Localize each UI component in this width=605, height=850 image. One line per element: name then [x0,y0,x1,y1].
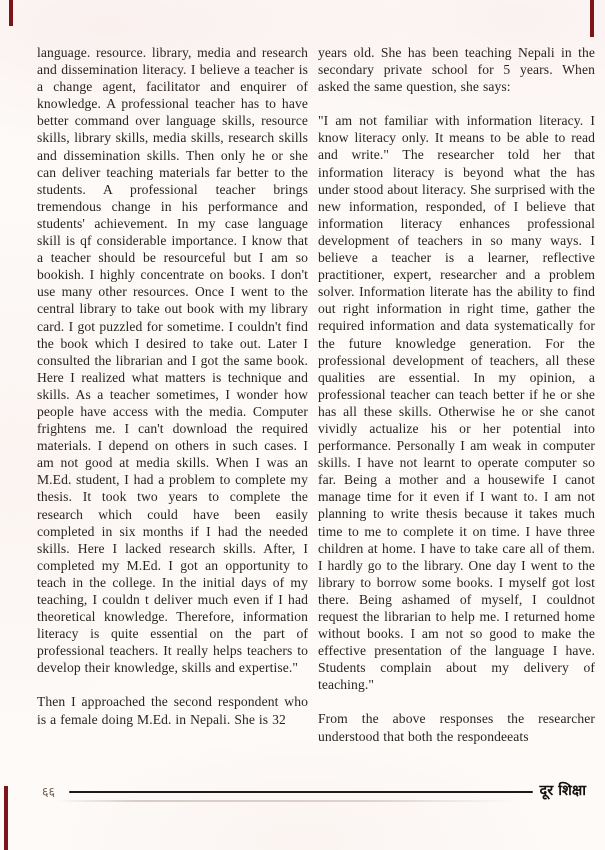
paragraph-second-respondent-intro: Then I approached the second respondent who is a female doing M.Ed. in Nepali. She is 32 [37,694,308,727]
scan-mark-bottom-left [4,786,8,850]
scan-mark-top-left [9,0,13,26]
paragraph-researcher-conclusion: From the above responses the researcher understood that both the respondeeats [318,711,595,744]
scan-mark-top-right [590,0,594,37]
left-text-column [37,44,308,745]
page-number: ६६ [42,783,56,799]
paragraph-respondent2-quote: "I am not familiar with information literacy. I know literacy only. It means to be able to read and write." The researcher told her that information literacy is beyond what the has under stood about literacy. She surprised with the new information, responded, of I believe that information literacy enhances professional development of teachers in so many ways. I believe a teacher is a learner, reflective practitioner, expert, researcher and a problem solver. Information literate has the ability to find out right information in right time, gather the required information and data systematically for the future knowledge generation. For the professional development of teachers, all these qualities are essential. In my opinion, a professional teacher can teach better if he or she has all these skills. Otherwise he or she canot vividly actualize his or her potential into performance. Personally I am weak in computer skills. I have not learnt to operate computer so far. Being a mother and a housewife I canot manage time for it even if I want to. I am not planning to write thesis because it takes much time to me to complete it on time. I have three children at home. I have to take care all of them. I hardly go to the library. One day I went to the library to borrow some books. I myself got lost there. Being ashamed of myself, I couldnot request the librarian to help me. I returned home without books. I am not so good to make the effective presentation of the language I have. Students complain about my delivery of teaching." [318,113,595,693]
journal-title: दूर शिक्षा [539,783,586,799]
paragraph-second-respondent-context: years old. She has been teaching Nepali in the secondary private school for 5 years. When asked the same question, she says: [318,45,595,95]
footer-rule-shadow [55,800,515,802]
right-text-column [318,44,595,762]
page-footer [42,780,586,800]
paragraph-respondent1-quote: language. resource. library, media and research and dissemination literacy. I believe a teacher is a change agent, facilitator and enquirer of knowledge. A professional teacher has to have better command over language skills, resource skills, library skills, media skills, research skills and dissemination skills. Then only he or she can deliver teaching materials far better to the students. A professional teacher brings tremendous change in his performance and students' achievement. In my case language skill is qf considerable importance. I know that a teacher should be resourceful but I am so bookish. I highly concentrate on books. I don't use many other resources. Once I went to the central library to take out book with my library card. I got puzzled for sometime. I couldn't find the book which I desired to take out. Later I consulted the librarian and I got the same book. Here I realized what matters is technique and skills. As a teacher sometimes, I wonder how people have access with the media. Computer frightens me. I can't download the required materials. I depend on others in such cases. I am not good at media skills. When I was an M.Ed. student, I had a problem to complete my thesis. It took two years to complete the research which could have been easily completed in six months if I had the needed skills. Here I lacked research skills. After, I completed my M.Ed. I got an opportunity to teach in the college. In the initial days of my teaching, I couldn t deliver much even if I had theoretical knowledge. Therefore, information literacy is quite essential on the part of professional teachers. It really helps teachers to develop their knowledge, skills and expertise." [37,45,308,676]
footer-rule [69,791,533,793]
